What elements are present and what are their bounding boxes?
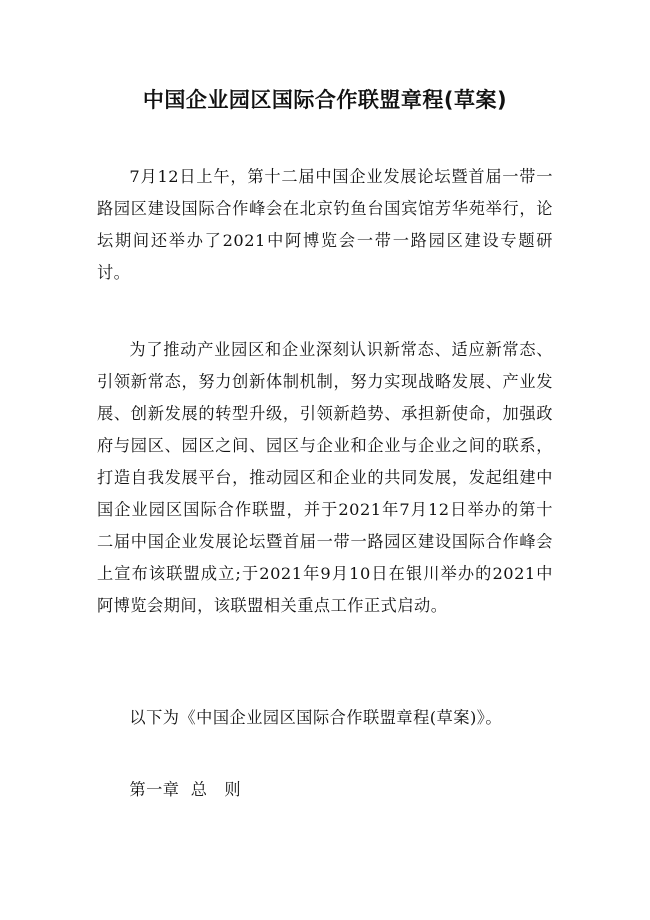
document-title: 中国企业园区国际合作联盟章程(草案) — [142, 88, 508, 112]
chapter-heading: 第一章 总 则 — [129, 780, 242, 799]
paragraph-charter-intro: 以下为《中国企业园区国际合作联盟章程(草案)》。 — [129, 708, 503, 727]
paragraph-alliance-purpose: 为了推动产业园区和企业深刻认识新常态、适应新常态、引领新常态，努力创新体制机制，努力实现战略发展、产业发展、创新发展的转型升级，引领新趋势、承担新使命，加强政府与园区、园区之间、园区与企业和企业与企业之间的联系，打造自我发展平台，推动园区和企业的共同发展，发起组建中国企业园区国际合作联盟，并于2021年7月12日举办的第十二届中国企业发展论坛暨首届一带一路园区建设国际合作峰会上宣布该联盟成立;于2021年9月10日在银川举办的2021中阿博览会期间，该联盟相关重点工作正式启动。 — [97, 340, 553, 615]
paragraph-forum-intro: 7月12日上午，第十二届中国企业发展论坛暨首届一带一路园区建设国际合作峰会在北京钓鱼台国宾馆芳华苑举行，论坛期间还举办了2021中阿博览会一带一路园区建设专题研讨。 — [97, 167, 553, 282]
